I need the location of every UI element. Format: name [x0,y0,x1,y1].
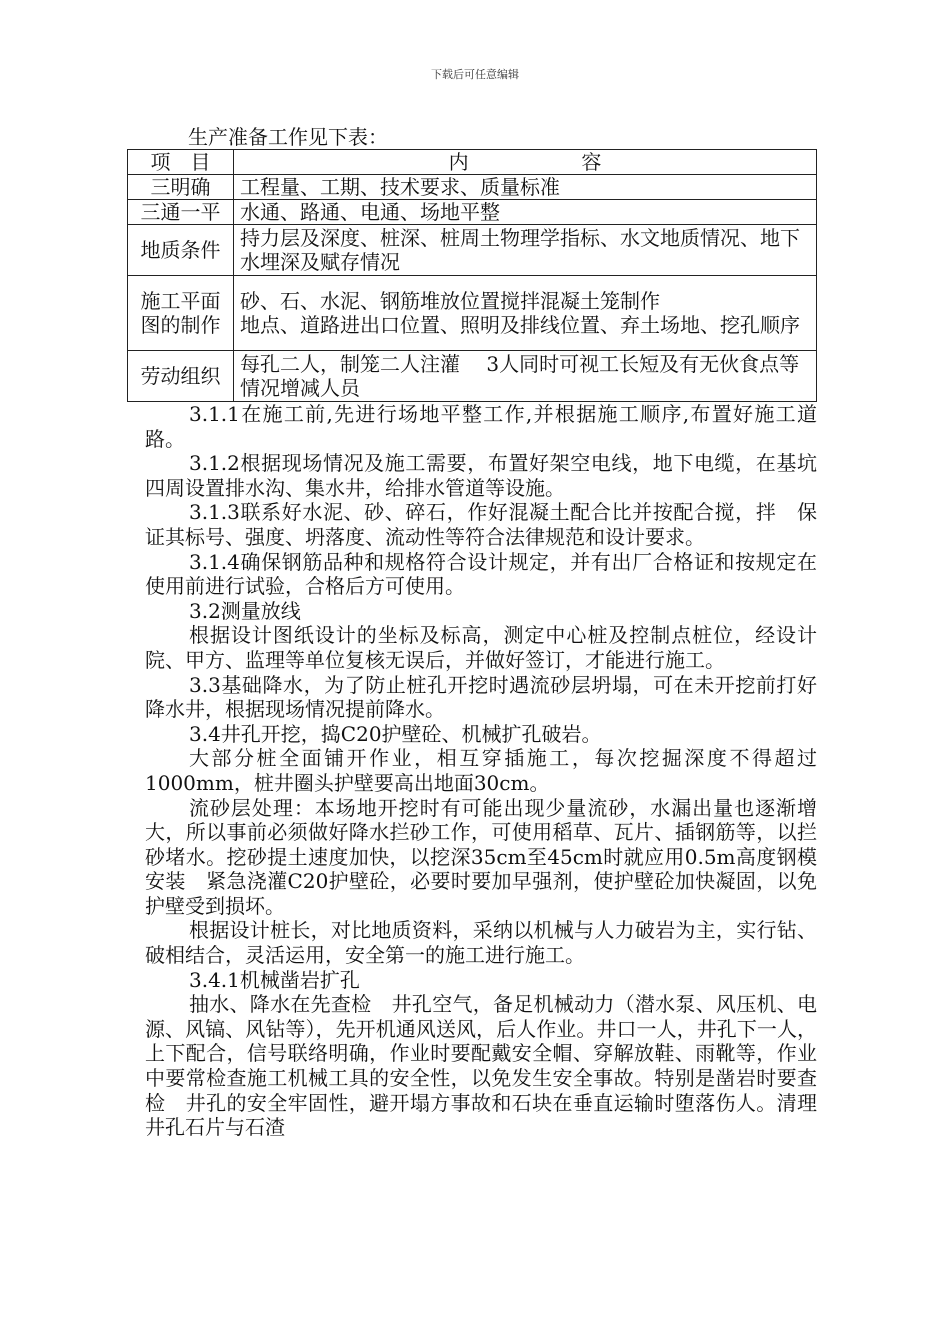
table-header-row [128,150,817,175]
paragraph: 3.3基础降水，为了防止桩孔开挖时遇流砂层坍塌，可在未开挖前打好降水井，根据现场情况提前降水。 [145,672,817,722]
paragraph: 抽水、降水在先查检 井孔空气，备足机械动力（潜水泵、风压机、电源、风镐、风钻等），先开机通风送风，后人作业。井口一人，井孔下一人，上下配合，信号联络明确，作业时要配戴安全帽、穿解放鞋、雨靴等，作业中要常检查施工机械工具的安全性，以免发生安全事故。特别是凿岩时要查检 井孔的安全牢固性，避开塌方事故和石块在垂直运输时堕落伤人。清理井孔石片与石渣 [145,992,817,1140]
paragraph: 根据设计图纸设计的坐标及标高，测定中心桩及控制点桩位，经设计院、甲方、监理等单位复核无误后，并做好签订，才能进行施工。 [145,623,817,672]
row-content: 工程量、工期、技术要求、质量标准 [234,175,817,200]
paragraph: 3.1.2根据现场情况及施工需要，布置好架空电线，地下电缆，在基坑四周设置排水沟、集水井，给排水管道等设施。 [145,451,817,500]
paragraph: 大部分桩全面铺开作业，相互穿插施工，每次挖掘深度不得超过1000mm，桩井圈头护壁要高出地面30cm。 [145,746,817,795]
paragraph: 3.4井孔开挖，捣C20护壁砼、机械扩孔破岩。 [189,721,602,746]
body-text [145,402,817,1140]
table-row [128,175,817,200]
header-content-char-2: 容 [581,150,602,174]
row-item: 三通一平 [128,200,234,225]
row-content: 水通、路通、电通、场地平整 [234,200,817,225]
row-item: 劳动组织 [128,351,234,402]
row-item: 三明确 [128,175,234,200]
intro-text: 生产准备工作见下表： [188,125,388,149]
row-item: 施工平面图的制作 [128,276,234,351]
table-row [128,200,817,225]
header-content [234,150,817,175]
page-header-note: 下载后可任意编辑 [431,68,519,81]
row-content: 持力层及深度、桩深、桩周土物理学指标、水文地质情况、地下水埋深及赋存情况 [234,225,817,276]
section-heading: 3.4.1机械凿岩扩孔 [189,967,360,992]
header-content-char-1: 内 [448,150,469,174]
header-item: 项 目 [128,150,234,175]
preparation-table [127,149,817,402]
paragraph: 3.1.3联系好水泥、砂、碎石，作好混凝土配合比并按配合搅，拌 保证其标号、强度、坍落度、流动性等符合法律规范和设计要求。 [145,500,817,549]
table-row [128,351,817,402]
row-content: 每孔二人，制笼二人注灌 3人同时可视工长短及有无伙食点等情况增减人员 [234,351,817,402]
table-row [128,225,817,276]
paragraph: 流砂层处理：本场地开挖时有可能出现少量流砂，水漏出量也逐渐增大，所以事前必须做好降水拦砂工作，可使用稻草、瓦片、插钢筋等，以拦砂堵水。挖砂提土速度加快，以挖深35cm至45cm时就应用0.5m高度钢模安装 紧急浇灌C20护壁砼，必要时要加早强剂，使护壁砼加快凝固，以免护壁受到损坏。 [145,795,817,918]
row-content-line: 地点、道路进出口位置、照明及排线位置、弃土场地、挖孔顺序 [240,313,800,337]
row-content [234,276,817,351]
section-heading: 3.2测量放线 [189,598,301,623]
paragraph: 3.1.4确保钢筋品种和规格符合设计规定，并有出厂合格证和按规定在使用前进行试验，合格后方可使用。 [145,549,817,599]
paragraph: 根据设计桩长，对比地质资料，采纳以机械与人力破岩为主，实行钻、破相结合，灵活运用，安全第一的施工进行施工。 [145,918,817,968]
paragraph: 3.1.1在施工前,先进行场地平整工作,并根据施工顺序,布置好施工道路。 [145,402,817,451]
row-content-line: 砂、石、水泥、钢筋堆放位置搅拌混凝土笼制作 [240,289,660,313]
row-item: 地质条件 [128,225,234,276]
table-row [128,276,817,351]
